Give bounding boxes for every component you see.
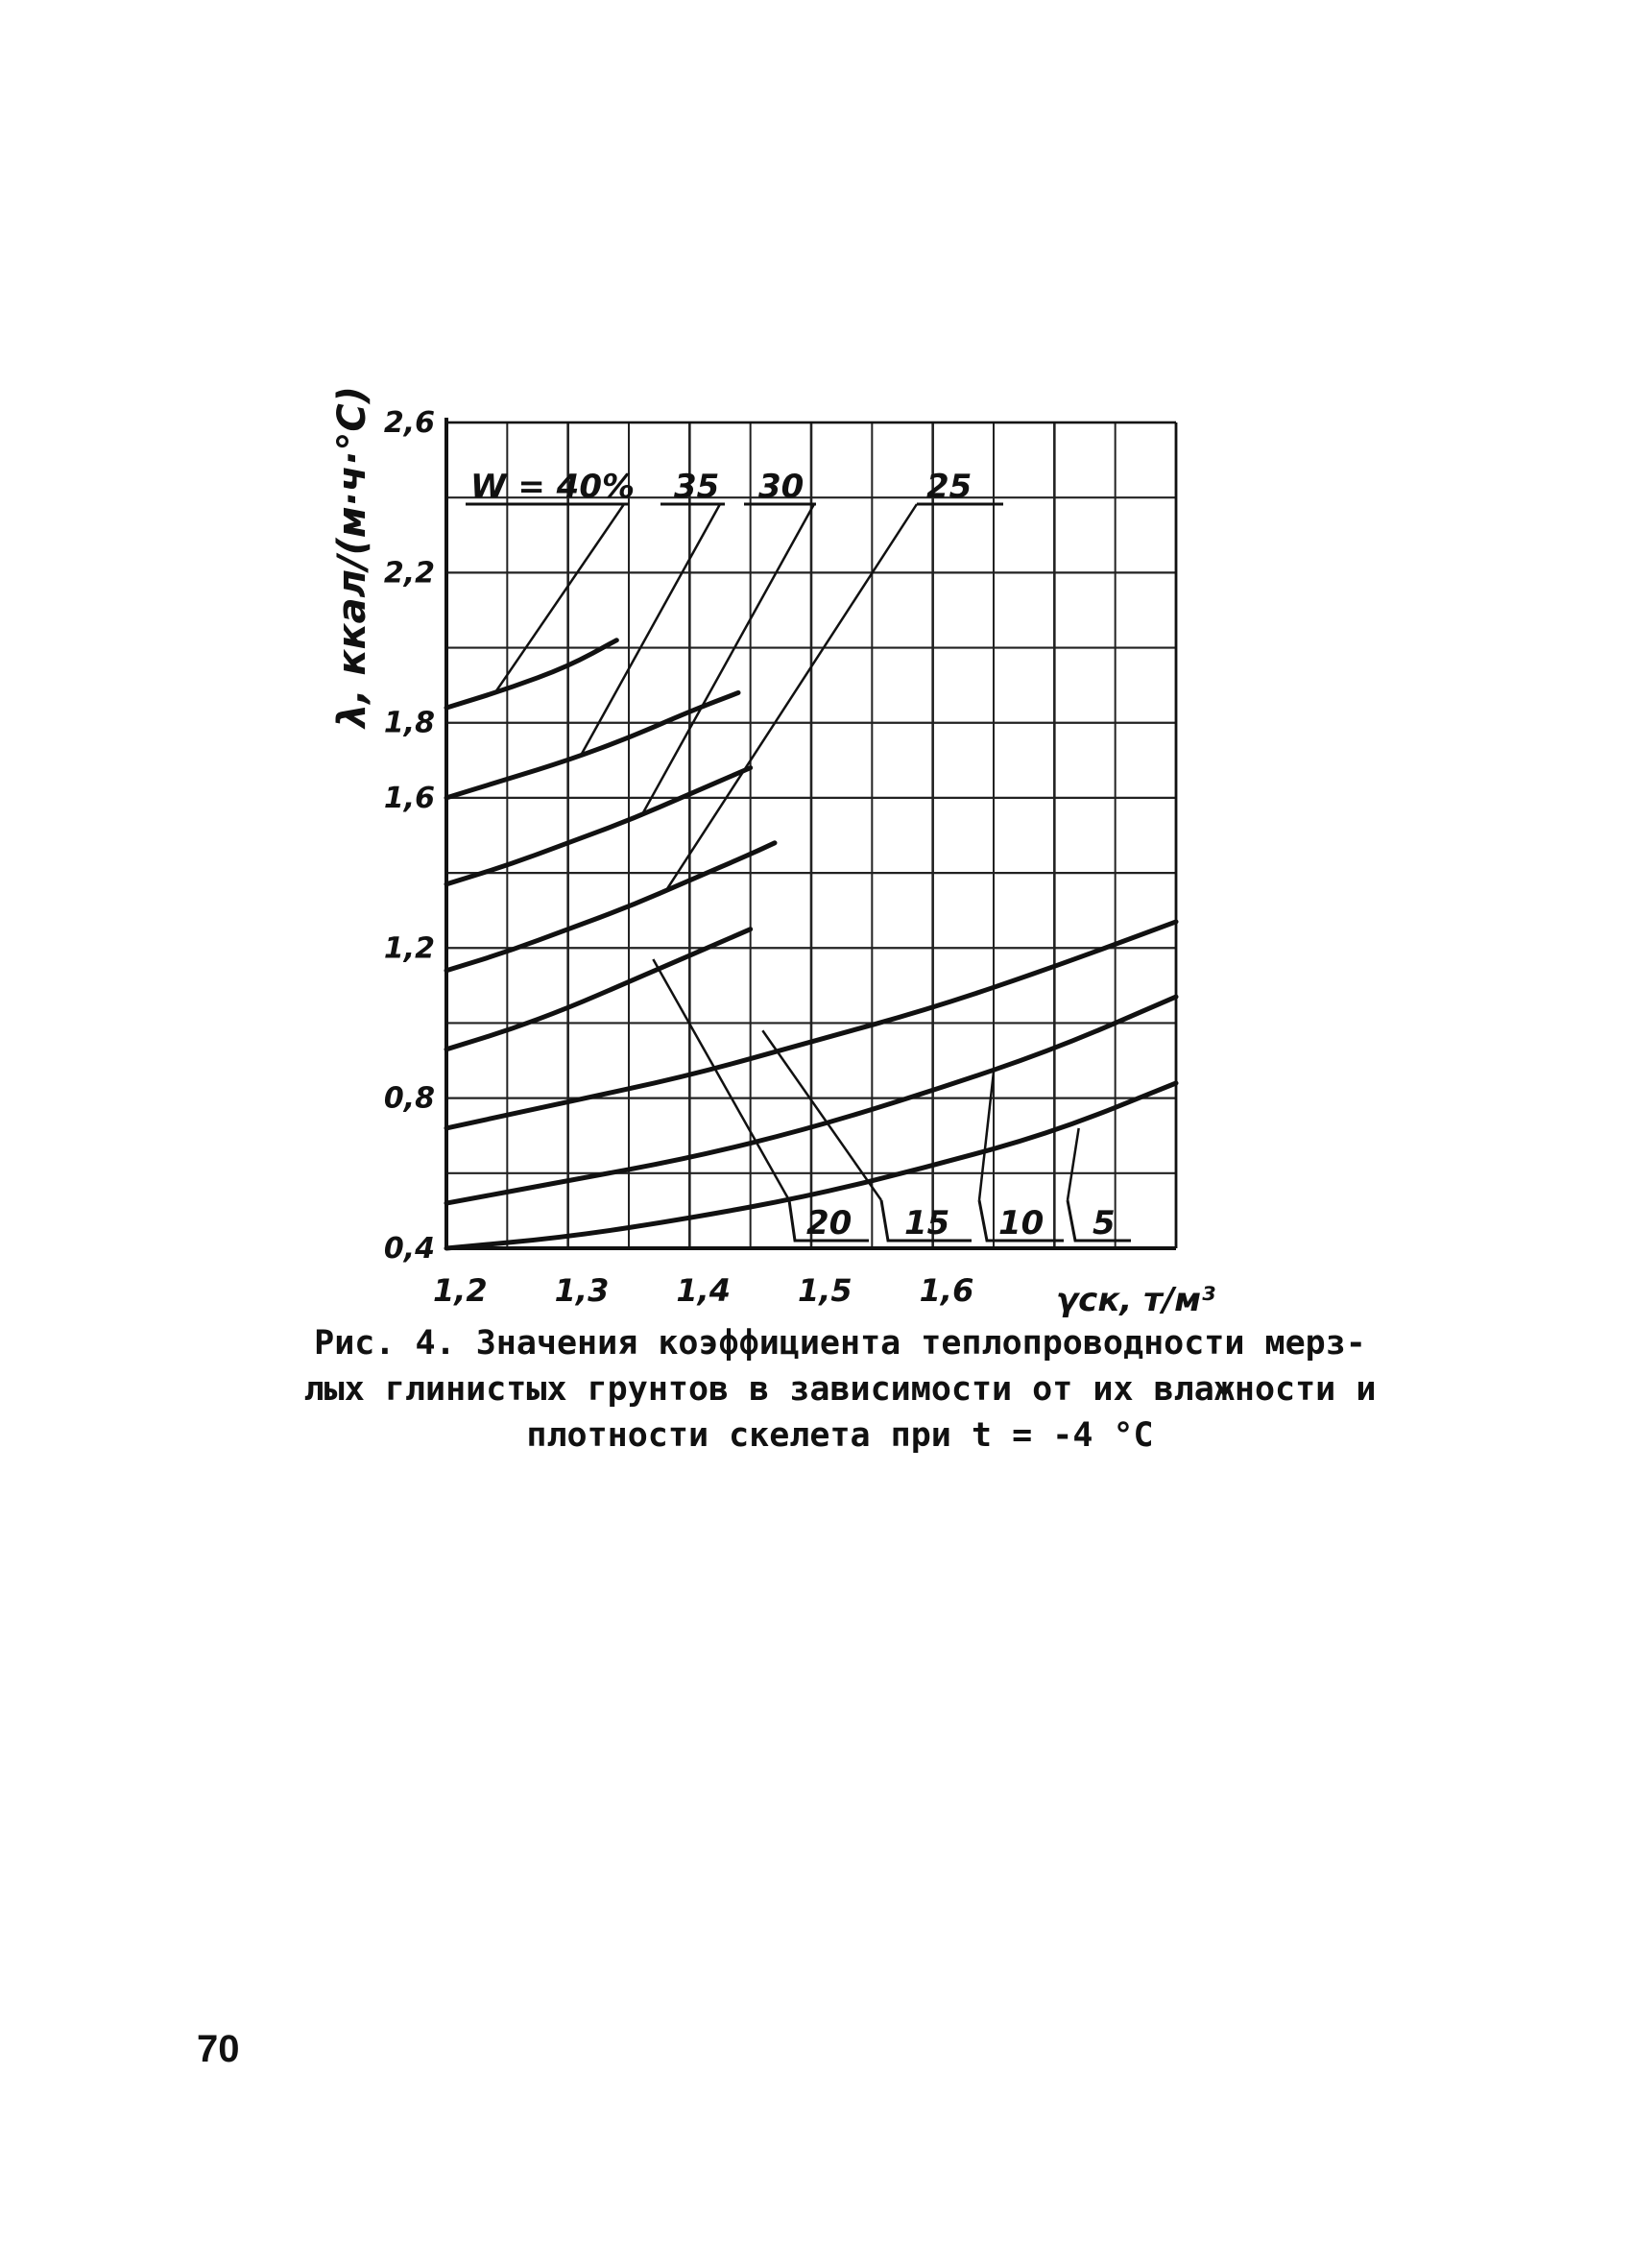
y-tick-label: 0,4 <box>383 1232 435 1266</box>
series-label-w40: W = 40% <box>470 468 636 506</box>
leader-line-6 <box>762 1030 881 1200</box>
y-tick-label: 1,2 <box>383 931 435 966</box>
page-number: 70 <box>197 2028 240 2070</box>
x-tick-label: 1,5 <box>798 1272 853 1309</box>
leader-line-2 <box>580 504 720 757</box>
chart-leader-lines <box>495 504 1079 1200</box>
series-line-2 <box>446 692 738 797</box>
series-label-20: 20 <box>806 1204 853 1243</box>
leader-line-4 <box>665 504 917 892</box>
y-tick-label: 1,6 <box>383 781 435 815</box>
y-tick-label: 2,6 <box>383 406 435 440</box>
series-label-35: 35 <box>674 468 720 506</box>
series-label-15: 15 <box>904 1204 950 1243</box>
caption-line-3: плотности скелета при t = -4 °C <box>526 1416 1154 1455</box>
y-tick-label: 0,8 <box>383 1081 435 1116</box>
y-axis-title: λ, ккал/(м·ч·°С) <box>330 385 374 729</box>
leader-line-1 <box>495 504 624 692</box>
x-tick-label: 1,6 <box>919 1272 974 1309</box>
series-label-5: 5 <box>1093 1204 1116 1243</box>
y-tick-label: 1,8 <box>383 706 435 740</box>
leader-line-3 <box>641 504 814 816</box>
series-line-1 <box>446 640 616 708</box>
x-tick-label: 1,2 <box>433 1272 488 1309</box>
caption-line-1: Рис. 4. Значения коэффициента теплопроводности мерз- <box>314 1324 1366 1363</box>
leader-line-8 <box>1068 1128 1079 1200</box>
y-tick-label: 2,2 <box>383 556 435 591</box>
x-tick-label: 1,4 <box>676 1272 732 1309</box>
series-line-4 <box>446 843 775 971</box>
series-label-10: 10 <box>998 1204 1045 1243</box>
leader-line-7 <box>979 1072 994 1200</box>
series-label-25: 25 <box>926 468 973 506</box>
x-axis-title: γск, т/м³ <box>1056 1281 1215 1319</box>
caption-line-2: лых глинистых грунтов в зависимости от их влажности и <box>303 1370 1377 1409</box>
figure-caption <box>221 1320 1459 1459</box>
x-tick-label: 1,3 <box>554 1272 610 1309</box>
series-label-30: 30 <box>758 468 804 506</box>
